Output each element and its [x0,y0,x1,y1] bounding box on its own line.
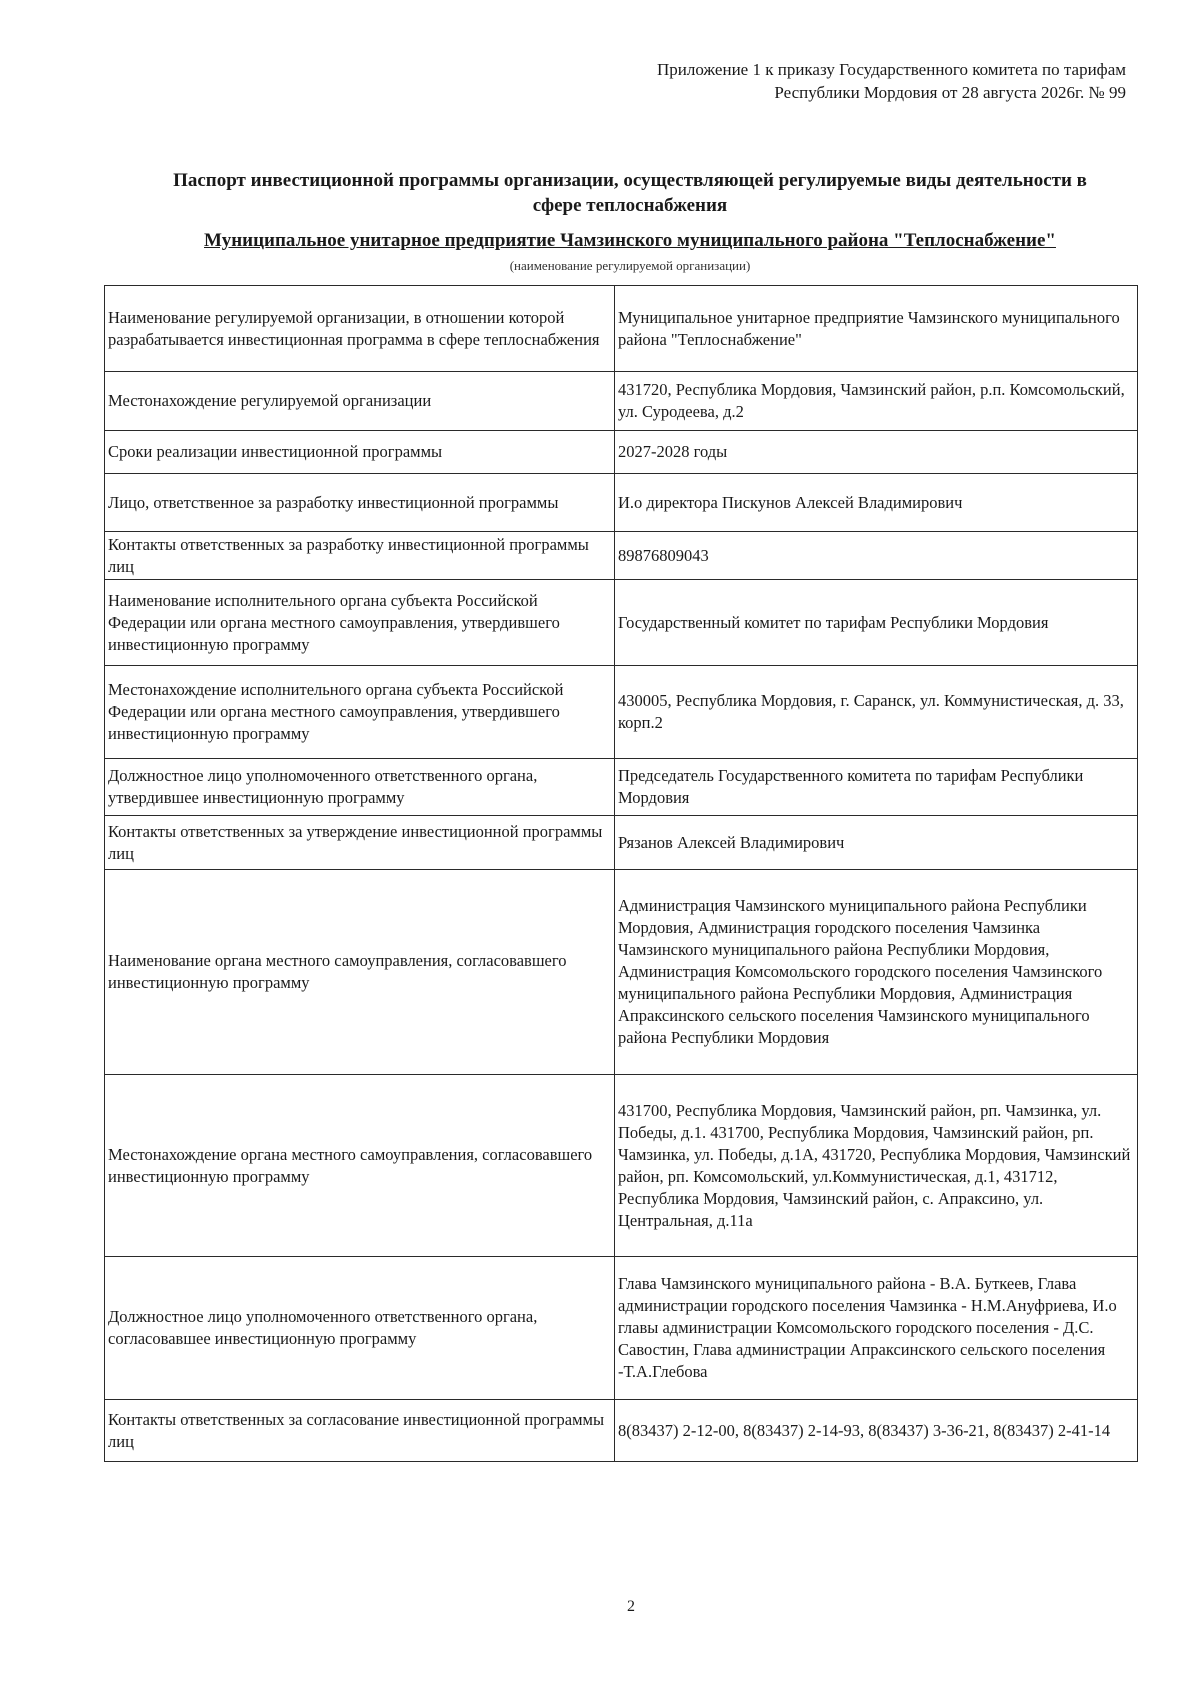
row-label: Должностное лицо уполномоченного ответственного органа, согласовавшее инвестиционную программу [105,1257,615,1400]
document-title [120,168,1140,218]
table-row [105,431,1138,474]
page-number: 2 [627,1598,635,1615]
row-label: Лицо, ответственное за разработку инвестиционной программы [105,474,615,532]
table-row [105,286,1138,372]
document-title-line-2: сфере теплоснабжения [532,195,728,216]
row-value: 431700, Республика Мордовия, Чамзинский район, рп. Чамзинка, ул. Победы, д.1. 431700, Республика Мордовия, Чамзинский район, рп. Чамзинка, ул. Победы, д.1А, 431720, Республика Мордовия, Чамзинский район, рп. Комсомольский, ул.Коммунистическая, д.1, 431712, Республика Мордовия, Чамзинский район, с. Апраксино, ул. Центральная, д.11а [615,1075,1138,1257]
row-label: Наименование органа местного самоуправления, согласовавшего инвестиционную программу [105,870,615,1075]
table-row [105,580,1138,666]
appendix-note-line-2: Республики Мордовия от 28 августа 2026г. № 99 [774,83,1126,102]
row-label: Контакты ответственных за согласование инвестиционной программы лиц [105,1400,615,1462]
table-row [105,1257,1138,1400]
document-title-line-1: Паспорт инвестиционной программы организации, осуществляющей регулируемые виды деятельности в [173,170,1087,191]
organization-caption: (наименование регулируемой организации) [509,258,751,273]
row-label: Наименование регулируемой организации, в отношении которой разрабатывается инвестиционная программа в сфере теплоснабжения [105,286,615,372]
row-value: Глава Чамзинского муниципального района - В.А. Буткеев, Глава администрации городского поселения Чамзинка - Н.М.Ануфриева, И.о главы администрации Комсомольского городского поселения - Д.С. Савостин, Глава администрации Апраксинского сельского поселения -Т.А.Глебова [615,1257,1138,1400]
row-value: Председатель Государственного комитета по тарифам Республики Мордовия [615,759,1138,816]
row-value: Рязанов Алексей Владимирович [615,816,1138,870]
table-row [105,474,1138,532]
row-label: Наименование исполнительного органа субъекта Российской Федерации или органа местного самоуправления, утвердившего инвестиционную программу [105,580,615,666]
row-label: Контакты ответственных за разработку инвестиционной программы лиц [105,532,615,580]
row-value: И.о директора Пискунов Алексей Владимирович [615,474,1138,532]
passport-table [104,285,1138,1462]
table-row [105,1075,1138,1257]
table-row [105,532,1138,580]
row-value: 8(83437) 2-12-00, 8(83437) 2-14-93, 8(83437) 3-36-21, 8(83437) 2-41-14 [615,1400,1138,1462]
table-row [105,870,1138,1075]
row-value: Муниципальное унитарное предприятие Чамзинского муниципального района "Теплоснабжение" [615,286,1138,372]
appendix-note-line-1: Приложение 1 к приказу Государственного комитета по тарифам [656,60,1126,79]
row-label: Местонахождение органа местного самоуправления, согласовавшего инвестиционную программу [105,1075,615,1257]
table-row [105,666,1138,759]
row-value: 430005, Республика Мордовия, г. Саранск, ул. Коммунистическая, д. 33, корп.2 [615,666,1138,759]
row-label: Сроки реализации инвестиционной программы [105,431,615,474]
table-row [105,816,1138,870]
organization-name: Муниципальное унитарное предприятие Чамзинского муниципального района "Теплоснабжение" [204,230,1056,251]
table-row [105,372,1138,431]
row-value: Администрация Чамзинского муниципального района Республики Мордовия, Администрация городского поселения Чамзинка Чамзинского муниципального района Республики Мордовия, Администрация Комсомольского городского поселения Чамзинского муниципального района Республики Мордовия, Администрация Апраксинского сельского поселения Чамзинского муниципального района Республики Мордовия [615,870,1138,1075]
row-label: Контакты ответственных за утверждение инвестиционной программы лиц [105,816,615,870]
row-label: Местонахождение регулируемой организации [105,372,615,431]
row-value: 89876809043 [615,532,1138,580]
row-label: Должностное лицо уполномоченного ответственного органа, утвердившее инвестиционную программу [105,759,615,816]
row-value: Государственный комитет по тарифам Республики Мордовия [615,580,1138,666]
row-value: 2027-2028 годы [615,431,1138,474]
appendix-note [426,58,1126,104]
row-label: Местонахождение исполнительного органа субъекта Российской Федерации или органа местного самоуправления, утвердившего инвестиционную программу [105,666,615,759]
table-row [105,1400,1138,1462]
table-row [105,759,1138,816]
row-value: 431720, Республика Мордовия, Чамзинский район, р.п. Комсомольский, ул. Суродеева, д.2 [615,372,1138,431]
